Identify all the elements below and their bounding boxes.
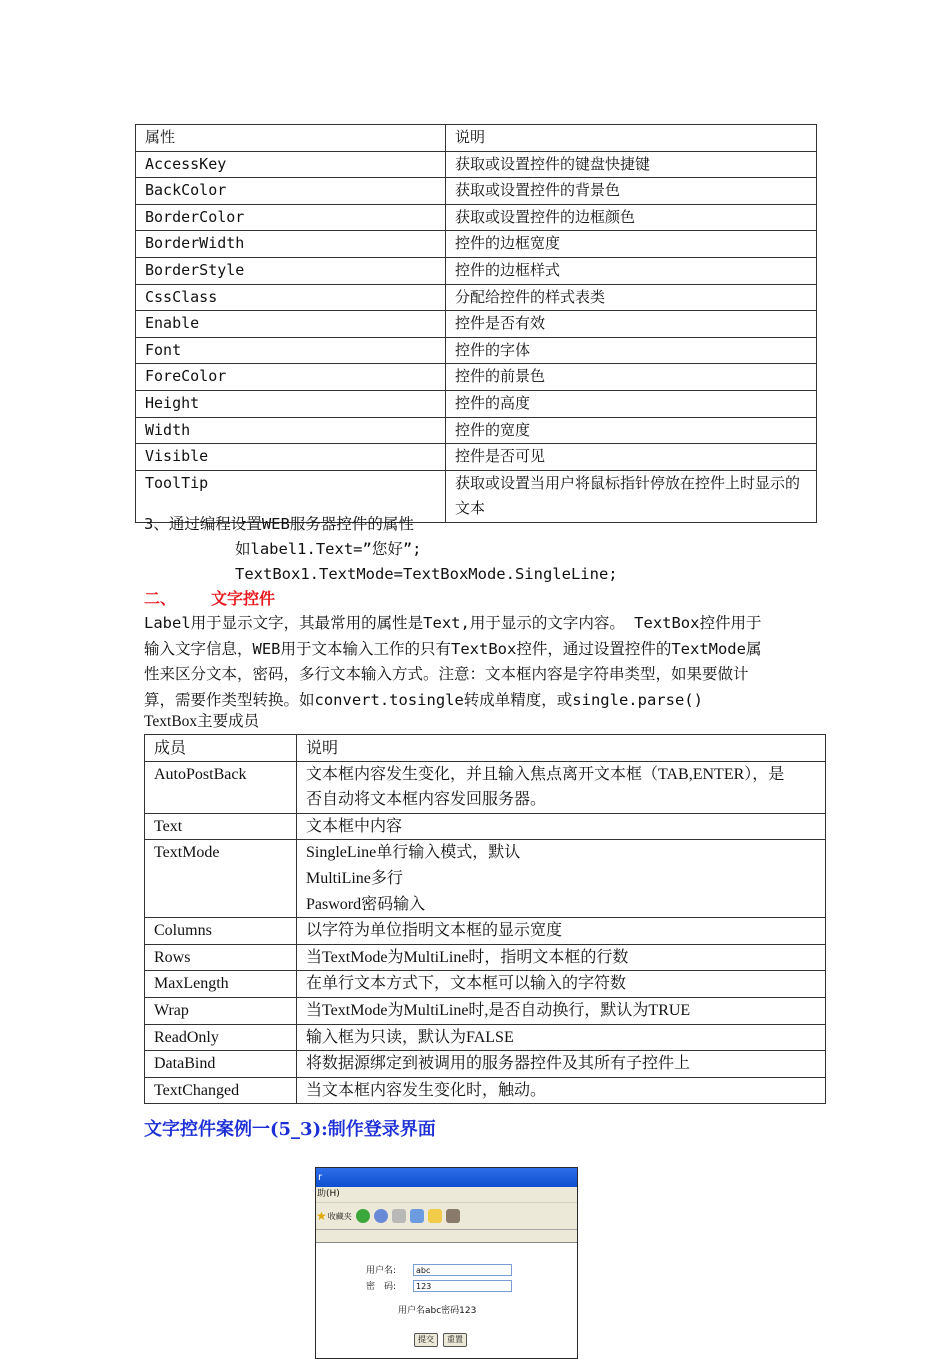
member-name: Wrap (145, 997, 297, 1024)
property-name: Font (136, 337, 446, 364)
password-label: 密 码: (366, 1282, 397, 1292)
member-name: MaxLength (145, 971, 297, 998)
table-row (145, 997, 826, 1024)
member-description (297, 918, 826, 945)
table-row (145, 840, 826, 918)
member-description-line: 文本框中内容 (306, 817, 403, 835)
property-description: 获取或设置控件的背景色 (446, 178, 817, 205)
textbox-header-cell: 说明 (297, 735, 826, 762)
member-name: TextMode (145, 840, 297, 918)
table-row (136, 284, 817, 311)
table-row (136, 204, 817, 231)
textbox-header-cell: 成员 (145, 735, 297, 762)
member-description-line: 当TextMode为MultiLine时，指明文本框的行数 (306, 948, 629, 966)
submit-button[interactable]: 提交 (414, 1333, 438, 1347)
section-two-number: 二、 (144, 589, 177, 608)
table-row (136, 257, 817, 284)
textbox-header-row (145, 735, 826, 762)
member-name: Columns (145, 918, 297, 945)
property-name: BorderColor (136, 204, 446, 231)
properties-table (135, 124, 817, 523)
properties-header-cell: 属性 (136, 125, 446, 152)
table-row (136, 417, 817, 444)
member-description-line: 否自动将文本框内容发回服务器。 (306, 791, 547, 809)
table-row (145, 918, 826, 945)
table-row (145, 971, 826, 998)
table-row (136, 151, 817, 178)
property-description: 分配给控件的样式表类 (446, 284, 817, 311)
result-label: 用户名abc密码123 (398, 1306, 477, 1316)
property-name: Width (136, 417, 446, 444)
username-input[interactable]: abc (413, 1264, 512, 1276)
property-name: BorderWidth (136, 231, 446, 258)
properties-header-cell: 说明 (446, 125, 817, 152)
favorites-label: 收藏夹 (327, 1211, 352, 1221)
paragraph-line: 性来区分文本，密码，多行文本输入方式。注意：文本框内容是字符串类型，如果要做计 (144, 665, 749, 684)
member-description-line: 以字符为单位指明文本框的显示宽度 (306, 922, 563, 940)
table-row (136, 178, 817, 205)
member-description (297, 1077, 826, 1104)
member-description (297, 997, 826, 1024)
member-name: TextChanged (145, 1077, 297, 1104)
toolbar (316, 1203, 577, 1230)
history-icon[interactable] (374, 1209, 388, 1223)
member-name: ReadOnly (145, 1024, 297, 1051)
address-bar (316, 1230, 577, 1243)
property-description: 控件的宽度 (446, 417, 817, 444)
member-description (297, 840, 826, 918)
property-name: ForeColor (136, 364, 446, 391)
table-row (145, 944, 826, 971)
property-name: BackColor (136, 178, 446, 205)
login-form (316, 1243, 577, 1359)
mail-icon[interactable] (410, 1209, 424, 1223)
member-description (297, 944, 826, 971)
property-description: 控件的字体 (446, 337, 817, 364)
member-name: Rows (145, 944, 297, 971)
property-description: 获取或设置控件的键盘快捷键 (446, 151, 817, 178)
window-titlebar: r (316, 1168, 577, 1187)
reset-button[interactable]: 重置 (443, 1333, 467, 1347)
member-description (297, 761, 826, 813)
textbox-caption: TextBox主要成员 (144, 713, 260, 730)
member-description-line: 在单行文本方式下，文本框可以输入的字符数 (306, 975, 627, 993)
property-name: Enable (136, 311, 446, 338)
print-icon[interactable] (392, 1209, 406, 1223)
property-description: 控件的高度 (446, 390, 817, 417)
table-row (145, 1051, 826, 1078)
property-name: BorderStyle (136, 257, 446, 284)
table-row (136, 390, 817, 417)
table-row (136, 231, 817, 258)
member-description-line: 文本框内容发生变化，并且输入焦点离开文本框（TAB,ENTER），是 (306, 765, 785, 783)
member-name: Text (145, 813, 297, 840)
table-row (136, 311, 817, 338)
property-description: 控件是否可见 (446, 444, 817, 471)
member-description-line: 输入框为只读，默认为FALSE (306, 1028, 514, 1046)
member-description (297, 813, 826, 840)
property-description: 控件的边框宽度 (446, 231, 817, 258)
property-name: ToolTip (136, 470, 446, 522)
paragraph-line: 算，需要作类型转换。如convert.tosingle转成单精度，或single.parse() (144, 690, 703, 709)
member-description (297, 971, 826, 998)
table-row (145, 813, 826, 840)
username-row (366, 1263, 512, 1276)
username-label: 用户名: (366, 1266, 397, 1276)
property-name: Height (136, 390, 446, 417)
code-line-1: 如label1.Text=”您好”; (235, 540, 422, 558)
table-row (145, 761, 826, 813)
property-name: Visible (136, 444, 446, 471)
member-description-line: MultiLine多行 (306, 869, 403, 887)
password-input[interactable]: 123 (413, 1280, 512, 1292)
member-name: AutoPostBack (145, 761, 297, 813)
member-description-line: SingleLine单行输入模式，默认 (306, 844, 521, 862)
code-line-2: TextBox1.TextMode=TextBoxMode.SingleLine; (235, 565, 618, 583)
folder-icon[interactable] (428, 1209, 442, 1223)
properties-header-row (136, 125, 817, 152)
property-description: 控件的前景色 (446, 364, 817, 391)
section-two-title: 文字控件 (211, 589, 276, 608)
table-row (136, 337, 817, 364)
property-description: 控件是否有效 (446, 311, 817, 338)
member-description-line: 将数据源绑定到被调用的服务器控件及其所有子控件上 (306, 1055, 691, 1073)
member-description-line: 当文本框内容发生变化时，触动。 (306, 1081, 547, 1099)
refresh-icon[interactable] (356, 1209, 370, 1223)
login-screenshot (315, 1167, 578, 1359)
member-description-line: 当TextMode为MultiLine时,是否自动换行，默认为TRUE (306, 1001, 691, 1019)
star-icon: ★ (316, 1209, 327, 1223)
table-row (136, 364, 817, 391)
property-name: CssClass (136, 284, 446, 311)
case-heading: 文字控件案例一(5_3):制作登录界面 (144, 1119, 436, 1140)
member-description (297, 1024, 826, 1051)
textbox-members-table (144, 734, 826, 1104)
member-name: DataBind (145, 1051, 297, 1078)
messenger-icon[interactable] (446, 1209, 460, 1223)
property-description: 获取或设置当用户将鼠标指针停放在控件上时显示的文本 (446, 470, 817, 522)
member-description-line: Pasword密码输入 (306, 895, 426, 913)
section3-heading: 3、通过编程设置WEB服务器控件的属性 (144, 515, 414, 533)
table-row (145, 1024, 826, 1051)
member-description (297, 1051, 826, 1078)
table-row (136, 444, 817, 471)
password-row (366, 1279, 512, 1292)
table-row (145, 1077, 826, 1104)
paragraph-line: 输入文字信息，WEB用于文本输入工作的只有TextBox控件，通过设置控件的TextMode属 (144, 639, 762, 658)
property-description: 获取或设置控件的边框颜色 (446, 204, 817, 231)
menu-bar (316, 1187, 577, 1203)
paragraph-line: Label用于显示文字，其最常用的属性是Text,用于显示的文字内容。 TextBox控件用于 (144, 614, 762, 632)
property-name: AccessKey (136, 151, 446, 178)
favorites-button[interactable] (316, 1209, 352, 1223)
property-description: 控件的边框样式 (446, 257, 817, 284)
menu-help[interactable]: 助(H) (317, 1189, 340, 1199)
